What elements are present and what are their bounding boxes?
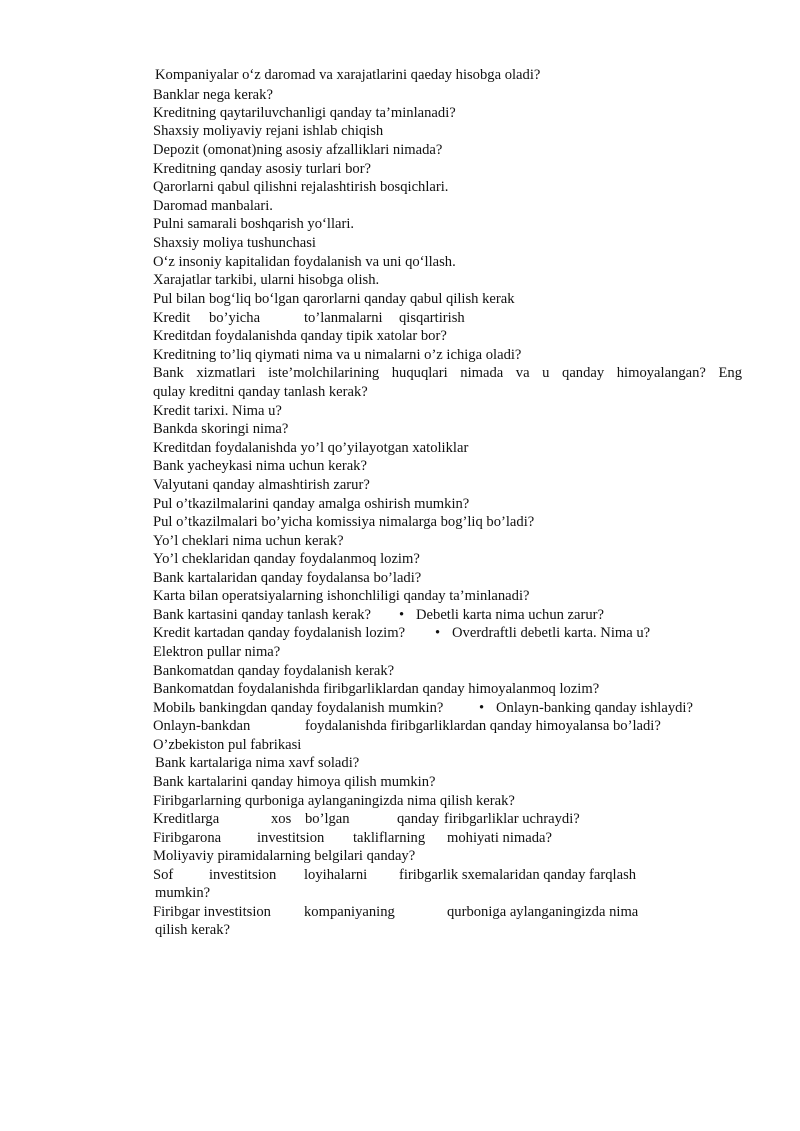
text-line: Kreditning qaytariluvchanligi qanday ta’minlanadi? (153, 105, 456, 121)
text-line: Yo’l cheklaridan qanday foydalanmoq lozim? (153, 551, 420, 567)
text-line: Yo’l cheklari nima uchun kerak? (153, 533, 344, 549)
text-segment: investitsion (257, 830, 325, 846)
text-segment: Overdraftli debetli karta. Nima u? (452, 625, 651, 641)
text-line: Bank yacheykasi nima uchun kerak? (153, 458, 367, 474)
text-line: Bankomatdan qanday foydalanish kerak? (153, 663, 395, 679)
text-line-justified: Bank xizmatlari iste’molchilarining huquqlari nimada va u qanday himoyalangan? Eng (153, 365, 742, 381)
text-segment: Onlayn-bankdan (153, 718, 251, 734)
bullet-glyph: • (435, 625, 441, 641)
bullet-glyph: • (479, 700, 485, 716)
text-segment: bo’lgan (305, 811, 350, 827)
text-segment: takliflarning (353, 830, 426, 846)
text-segment: loyihalarni (304, 867, 368, 883)
text-line: Daromad manbalari. (153, 198, 273, 214)
text-segment: Firibgar investitsion (153, 904, 271, 920)
text-line: Kompaniyalar o‘z daromad va xarajatlarini qaeday hisobga oladi? (155, 67, 541, 83)
text-segment: investitsion (209, 867, 277, 883)
text-segment: kompaniyaning (304, 904, 395, 920)
text-segment: to’lanmalarni (304, 310, 383, 326)
text-segment: firibgarlik sxemalaridan qanday farqlash (399, 867, 637, 883)
text-line: Bank kartalariga nima xavf soladi? (155, 755, 360, 771)
text-line: Moliyaviy piramidalarning belgilari qanday? (153, 848, 416, 864)
text-segment: Sof (153, 867, 174, 883)
text-segment: Onlayn-banking qanday ishlaydi? (496, 700, 693, 716)
text-line: Kredit tarixi. Nima u? (153, 403, 282, 419)
bullet-glyph: • (399, 607, 405, 623)
text-segment: mohiyati nimada? (447, 830, 552, 846)
text-line: O‘z insoniy kapitalidan foydalanish va uni qo‘llash. (153, 254, 456, 270)
text-segment: qurboniga aylanganingizda nima (447, 904, 639, 920)
text-line: Pul bilan bog‘liq bo‘lgan qarorlarni qanday qabul qilish kerak (153, 291, 515, 307)
text-line: Valyutani qanday almashtirish zarur? (153, 477, 370, 493)
text-segment: Kreditlarga (153, 811, 220, 827)
text-line: Bankda skoringi nima? (153, 421, 289, 437)
text-line: Pul o’tkazilmalarini qanday amalga oshirish mumkin? (153, 496, 470, 512)
text-line: Bank kartalaridan qanday foydalansa bo’ladi? (153, 570, 422, 586)
text-segment: Bank kartasini qanday tanlash kerak? (153, 607, 372, 623)
text-line: O’zbekiston pul fabrikasi (153, 737, 302, 753)
text-line: Banklar nega kerak? (153, 87, 273, 103)
text-line: Depozit (omonat)ning asosiy afzalliklari nimada? (153, 142, 443, 158)
text-line: Elektron pullar nima? (153, 644, 281, 660)
text-segment: Debetli karta nima uchun zarur? (416, 607, 605, 623)
text-segment: qanday (397, 811, 440, 827)
text-segment: Kredit kartadan qanday foydalanish lozim? (153, 625, 406, 641)
text-segment: firibgarliklar uchraydi? (444, 811, 580, 827)
text-line: Qarorlarni qabul qilishni rejalashtirish bosqichlari. (153, 179, 449, 195)
text-line: qilish kerak? (155, 922, 230, 938)
text-segment: Mobilь bankingdan qanday foydalanish mumkin? (153, 700, 444, 716)
text-line: Kreditning to’liq qiymati nima va u nimalarni o’z ichiga oladi? (153, 347, 522, 363)
text-line: Kreditdan foydalanishda qanday tipik xatolar bor? (153, 328, 447, 344)
text-segment: qisqartirish (399, 310, 465, 326)
text-line: Firibgarlarning qurboniga aylanganingizda nima qilish kerak? (153, 793, 515, 809)
text-segment: Firibgarona (153, 830, 222, 846)
text-line: qulay kreditni qanday tanlash kerak? (153, 384, 368, 400)
text-segment: xos (271, 811, 292, 827)
text-line: Bank kartalarini qanday himoya qilish mumkin? (153, 774, 436, 790)
text-line: Karta bilan operatsiyalarning ishonchliligi qanday ta’minlanadi? (153, 588, 530, 604)
text-segment: foydalanishda firibgarliklardan qanday himoyalansa bo’ladi? (305, 718, 661, 734)
text-line: Bankomatdan foydalanishda firibgarliklardan qanday himoyalanmoq lozim? (153, 681, 600, 697)
text-line: Shaxsiy moliya tushunchasi (153, 235, 316, 251)
text-line: Kreditning qanday asosiy turlari bor? (153, 161, 372, 177)
text-line: Pulni samarali boshqarish yo‘llari. (153, 216, 355, 232)
text-segment: Kredit (153, 310, 191, 326)
text-line: Pul o’tkazilmalari bo’yicha komissiya nimalarga bog’liq bo’ladi? (153, 514, 535, 530)
text-line: Xarajatlar tarkibi, ularni hisobga olish. (153, 272, 380, 288)
text-line: Kreditdan foydalanishda yo’l qo’yilayotgan xatoliklar (153, 440, 469, 456)
text-line: mumkin? (155, 885, 211, 901)
text-segment: bo’yicha (209, 310, 261, 326)
text-line: Shaxsiy moliyaviy rejani ishlab chiqish (153, 123, 384, 139)
